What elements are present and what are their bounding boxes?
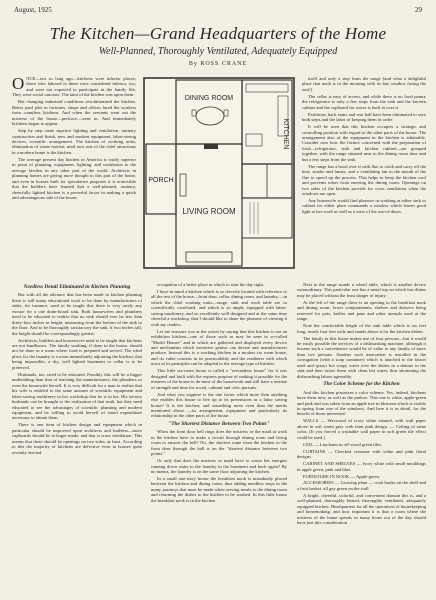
column-paragraph: This little six-room house is called a "servantless house" for it was designed and built with the express purpose of making it possible for the mistress of the house to do most of the housework and still have a residue of strength and time for social, cultural and civic pursuits. [151,368,287,390]
column-paragraph: The cellar is easy of access, and while there is no food pantry the refrigerator is only a few steps from the sink and the kitchen cabinet and the cupboard for stores is built in over it. [302,93,426,110]
section-heading: The Color Scheme for the Kitchen [323,381,400,388]
upper-right-column [302,76,426,269]
column-paragraph: Architects, builders and housewives need to be taught that kitchens are not bandboxes. The family washing, if done in the house, should not be done in a room where food is prepared and served. The ideal place for the laundry is a room immediately adjoining the kitchen; that being impossible, a dry, well lighted basement or cellar is to be preferred. [12,337,142,370]
intro-column [12,76,136,269]
lower-right-column [297,282,426,592]
column-paragraph: It will be seen that this kitchen occupies a strategic and controlling position with regard to the other parts of the house. The arrangement also of the equipment in the kitchen is admirable. Consider now how the factors concerned with the preparation of food—refrigerator, sink and kitchen cabinet—are grouped together, with the range situated near to the dining room door and but a few steps from the sink. [302,124,426,162]
column-paragraph: occupation of a better place in which to start the day right. [157,282,265,287]
column-paragraph: Husbands, too, need to be educated. Possibly this will be a bigger undertaking than that of teaching the manufacturers, the plumbers or even the housewife herself. It is very difficult for a man to realize that his wife is entitled to the same amount of scientific equipment and labor-saving machinery in her workshop that he is in his. His factory husbands can be brought to the realization of that truth, but they need educated to see the advantages of scientific planning and modern equipment, and be willing to avoid herself of toned expenditure necessary to obtain them. [12,371,142,421]
column-paragraph: At the left of the range there is an opening to the breakfast nook and dining room; lower compartments, shelves and drawers being reserved for pots, kettles and pans and other utensils used at the range. [297,299,426,322]
page-number: 29 [415,6,422,14]
section-heading: "The Shortest Distance Between Two Points" [168,420,270,427]
kitchen-label: KITCHEN [282,118,289,150]
lower-middle-column [151,282,287,592]
column-paragraph: WALLS — Waxwood of ivory white enamel, with wall paper above in soft warm gray with faint pink design. — Ceiling of same color, (If you forced a washable wall paper in soft green tile effect could be used.) [297,418,426,440]
intro-paragraph: The average present day kitchen in America is vastly superior in point of planning, equipment, lighting, and ventilation to the average kitchen in any other part of the world. Architects in planning homes are giving more thought to this part of the home, and even in houses built for speculative purposes it is noticeable that the builders have learned that a well-planned, sanitary, cheerfully lighted kitchen is a powerful factor in making a quick and advantageous sale of the house. [12,156,136,201]
porch-label: PORCH [148,177,174,184]
floor-plan-illustration [140,74,298,272]
lower-left-column [12,282,142,592]
intro-paragraph: NCE—not so long ago—kitchens were inferior places; those who labored in them were considered inferior, too, and were not expected to participate in the family life. They were social outcasts. The taint of the kitchen was upon them. [12,76,136,98]
column-paragraph: Note the comfortable height of the sink table which is six feet long, nearly four feet wide and stands above it for the kitchen dishes. [297,323,426,334]
column-paragraph: There is one item of kitchen design and equipment which in particular should be improved upon architects and builders—more cupboards should be in larger made, and that is cross ventilation. This means that there should be openings on two sides, at least. According to this the majority of kitchens are defective even in houses quite recently erected. [12,422,142,455]
column-paragraph: CURTAINS — Checked cretonne with white and pink floral designs. [297,448,426,460]
column-paragraph: Partitions, back stairs and rear hall have been eliminated to save both steps and the labor of keeping them in order. [302,111,426,123]
column-paragraph: itself and only a step from the range (and what a delightful place that nook is in the morning with its bay window facing the east!). [302,76,426,92]
intro-paragraph: Step by step came superior lighting and ventilation, sanitary construction and finish, new and modern equipment, labor-saving devices, scientific arrangement. The kitchen of working units, elimination of waste motion, until now one of the chief attractions in a modern home is the kitchen. [12,128,136,155]
column-paragraph: And this kitchen possesses a color scheme. Yes, indeed, kitchens have them now, as well as the parlors. This one is white, apple-green and pink and was taken from an apple tree in blossom which is visible in spring from one of the windows. And here it is in detail, for the benefit of those interested: [297,389,426,417]
column-paragraph: CEIL — Linoleum in off-wood green tiles. [303,441,382,447]
column-paragraph: When the front door bell rings does the mistress or the maid at work in the kitchen have to make a circuit through dining room and living room to answer the bell? No, the shortest route from the kitchen to the front door through the hall is on the "shortest distance between two points." [151,429,287,457]
column-paragraph: Any housewife would find pleasure in working at either sink or cabinet for either place commands a window which leaves good light to her work as well as a view of the out-of-doors. [302,198,426,214]
living-room-label: LIVING ROOM [182,207,236,216]
dining-room-label: DINING ROOM [184,95,234,102]
column-paragraph: ACCESSORIES — Growing plant — cook books on the shelf and a fruit basket, all gay green on the wall. [297,480,426,491]
column-paragraph: The family in this house makes use of four persons—but it would be easily possible the services of a dishwashing machine; although it lessens such a convenience would be of value to any family of more than two persons. Another such innovation is installed in the corrugation (with a soap container) which is attached to the faucet used and sprays hot soapy water over the dishes in a drainer in the sink and then rinses them with clean hot water, thus shortening the dishwashing labors agreeably. [297,335,426,379]
column-paragraph: Or only that does the mistress or maid have to waste her energies running down stairs to the laundry in the basement and back again? By no means, the laundry is on the same floor adjoining the kitchen. [151,458,287,474]
article-byline: By ROSS CRANE [188,61,248,67]
running-header [14,6,422,16]
column-paragraph: Let me reassure you at the outset by saying that this kitchen is not an exhibition kitchen—one of those such as may be seen in so-called "Model Homes" and in which are gathered and displayed every device and mechanism which inventive genius can devise and manufacturers produce. Instead this is a working kitchen in a modest six room house, and its value consists in its practicability and the readiness with which most of its principles can be adapted to the average type of kitchen. [151,328,287,367]
column-paragraph: In a small one-story house the breakfast nook is mistakenly placed between the kitchen and dining room, thus adding needless steps in the many journeys that must be made when serving meals to the dining room and returning the dishes to the kitchen to be washed. In this little house the breakfast nook is in the kitchen [151,475,287,503]
column-paragraph: I have in mind a kitchen which is so cleverly located with reference to all the rest of the house—front door, cellar, dining room, and laundry,—in which the chief working units—range, sink and work table are so scientifically correlated, and which is so amply equipped with labor-saving machinery, and so excellently well designed and at the same time cheerful a workshop, that I should like to share the pleasure of viewing it with my readers. [151,288,287,327]
issue-date: August, 1925 [14,6,52,14]
column-paragraph: But with all the advance that has been made in kitchen planning there is still many educational work to be done by manufacturers of sinks, for instance, used to be taught that there is very rarely any excuse for a one drain-board sink. Both housewives and plumbers need to be educated to realize that no sink should ever be less than thirty-four inches in height, measuring from the bottom of the sink to the floor. And to be thoroughly satisfactory the sink, if two inches tall, the height should be correspondingly greater. [12,292,142,336]
column-paragraph: Next to the range stands a wheel table, which is another device extraordinary. This particular one has a metal top on which hot dishes may be placed without the least danger of injury. [297,282,426,298]
column-paragraph: A bright, cheerful, colorful, and convenient domain this is, and a well-planned, thoroughly heated, thoroughly ventilated, adequately equipped kitchen. Headquarters for all the operations of housekeeping and homemaking, and how important it is that a room where the mistress of the home spends so many hours out of the day should have just this consideration. [297,492,426,526]
intro-paragraph: But changing industrial conditions revolutionized the kitchen. Better paid jobs in factories, shops and offices lured the workers from countless kitchens. And when the servants went out the mistress of the house—perforce—went in. And immediately kitchens began to appear. [12,99,136,127]
article-title: The Kitchen—Grand Headquarters of the Home [49,24,387,43]
article-subtitle: Well-Planned, Thoroughly Ventilated, Adequately Equipped [98,46,338,57]
column-paragraph: FURNITURE IN NOOK — Apple-green. [303,473,380,479]
column-paragraph: And what you suppose is the one factor which more than anything else enables this house to live up to its pretensions as a labor saving house? It is the kitchen; and something more even than the merits mentioned above —its arrangement, equipment and particularly its relationship to the other parts of the house. [151,391,287,419]
drop-cap: O [12,76,25,93]
column-paragraph: The range has a hood over it with flue to catch and carry off the heat, smoke and fumes, and a ventilating fan in the mouth of the flue to speed up the process. This helps to keep the kitchen cool and prevents odors from entering the dining room. Openings on two sides of the kitchen provide for cross ventilation when the windows are open. [302,163,426,197]
column-paragraph: CABINET AND SHELVES — Ivory white with small mouldings in apple green, pink and blue. [297,461,426,472]
section-heading: Needless Detail Eliminated in Kitchen Planning [23,284,131,290]
